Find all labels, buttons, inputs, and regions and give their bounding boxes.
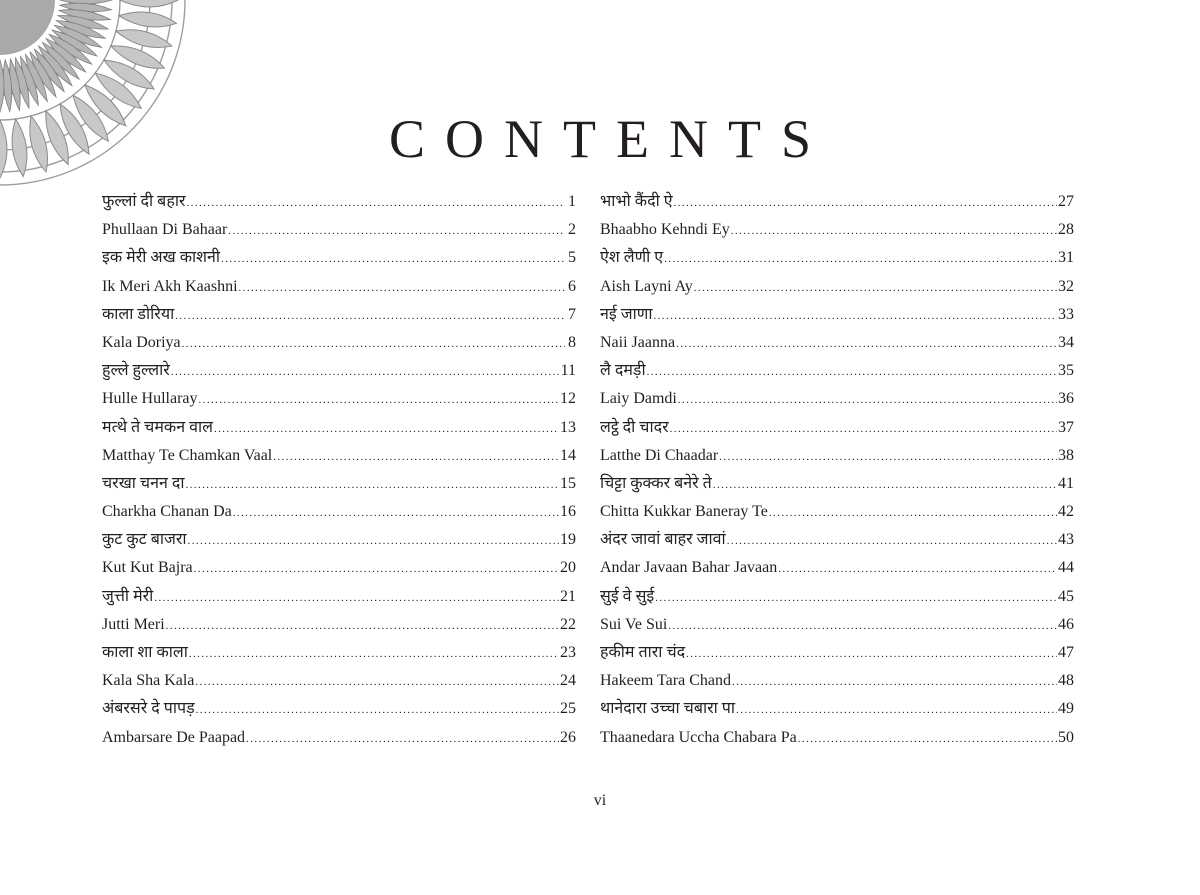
toc-entry-title: काला शा काला bbox=[102, 644, 188, 661]
dot-leader bbox=[233, 499, 559, 527]
dot-leader bbox=[221, 245, 565, 273]
dot-leader bbox=[189, 640, 559, 668]
toc-entry-page: 6 bbox=[568, 277, 576, 295]
toc-entry-page: 45 bbox=[1058, 587, 1074, 605]
toc-entry bbox=[600, 470, 1074, 498]
toc-entry-title: इक मेरी अख काशनी bbox=[102, 249, 221, 267]
page-number: vi bbox=[593, 792, 607, 809]
toc-entry-page: 2 bbox=[568, 221, 576, 239]
toc-entry bbox=[600, 442, 1074, 470]
toc-entry-title: चिट्टा कुक्कर बनेरे ते bbox=[600, 474, 712, 492]
toc-entry bbox=[102, 724, 576, 752]
toc-entry bbox=[600, 329, 1074, 357]
toc-entry-title: Hakeem Tara Chand bbox=[600, 672, 731, 690]
dot-leader bbox=[686, 640, 1057, 668]
dot-leader bbox=[647, 358, 1057, 386]
dot-leader bbox=[778, 555, 1057, 583]
dot-leader bbox=[732, 668, 1057, 696]
toc-entry bbox=[600, 301, 1074, 329]
toc-column-left bbox=[102, 188, 576, 752]
toc-entry bbox=[102, 414, 576, 442]
dot-leader bbox=[188, 527, 559, 555]
toc-entry-title: हुल्ले हुल्लारे bbox=[102, 362, 170, 380]
dot-leader bbox=[719, 443, 1057, 471]
toc-entry bbox=[600, 216, 1074, 244]
toc-entry-title: काला डोरिया bbox=[102, 305, 175, 323]
dot-leader bbox=[670, 415, 1057, 443]
toc-entry-title: भाभो कैंदी ऐ bbox=[600, 193, 673, 210]
toc-entry-page: 41 bbox=[1058, 474, 1074, 492]
page-title: CONTENTS bbox=[389, 109, 831, 169]
toc-entry-page: 16 bbox=[560, 503, 576, 521]
toc-entry-title: Matthay Te Chamkan Vaal bbox=[102, 446, 273, 464]
toc-entry-page: 5 bbox=[568, 249, 576, 267]
toc-entry-page: 7 bbox=[568, 305, 576, 323]
toc-entry-page: 25 bbox=[560, 700, 576, 718]
toc-entry-title: Kala Doriya bbox=[102, 333, 181, 351]
toc-entry bbox=[600, 526, 1074, 554]
toc-entry bbox=[600, 554, 1074, 582]
dot-leader bbox=[727, 527, 1057, 555]
toc-entry-title: Hulle Hullaray bbox=[102, 390, 198, 408]
toc-entry bbox=[600, 273, 1074, 301]
toc-entry bbox=[102, 188, 576, 216]
toc-entry-page: 31 bbox=[1058, 249, 1074, 267]
dot-leader bbox=[154, 584, 559, 612]
toc-entry bbox=[102, 442, 576, 470]
toc-entry-page: 42 bbox=[1058, 503, 1074, 521]
toc-entry-page: 48 bbox=[1058, 672, 1074, 690]
toc-entry-title: Charkha Chanan Da bbox=[102, 503, 232, 521]
toc-entry-page: 49 bbox=[1058, 700, 1074, 718]
dot-leader bbox=[186, 471, 560, 499]
toc-entry-title: Andar Javaan Bahar Javaan bbox=[600, 559, 778, 577]
toc-entry-page: 24 bbox=[560, 672, 576, 690]
dot-leader bbox=[713, 471, 1057, 499]
toc-entry-title: लट्ठे दी चादर bbox=[600, 418, 669, 436]
toc-entry bbox=[102, 385, 576, 413]
toc-entry-title: Kut Kut Bajra bbox=[102, 559, 193, 577]
dot-leader bbox=[199, 386, 559, 414]
toc-entry-page: 15 bbox=[560, 474, 576, 492]
toc-entry bbox=[600, 583, 1074, 611]
toc-entry-page: 38 bbox=[1058, 446, 1074, 464]
toc-entry-title: Bhaabho Kehndi Ey bbox=[600, 221, 730, 239]
dot-leader bbox=[182, 330, 565, 358]
toc-entry-page: 19 bbox=[560, 531, 576, 549]
dot-leader bbox=[273, 443, 559, 471]
dot-leader bbox=[674, 189, 1057, 217]
toc-entry-page: 20 bbox=[560, 559, 576, 577]
toc-entry bbox=[600, 385, 1074, 413]
toc-entry-title: लै दमड़ी bbox=[600, 362, 646, 380]
toc-entry-title: थानेदारा उच्चा चबारा पा bbox=[600, 700, 736, 718]
toc-entry-page: 11 bbox=[560, 362, 576, 380]
toc-entry-page: 13 bbox=[560, 418, 576, 436]
toc-entry bbox=[102, 273, 576, 301]
toc-entry bbox=[600, 357, 1074, 385]
dot-leader bbox=[655, 584, 1057, 612]
toc-entry-page: 36 bbox=[1058, 390, 1074, 408]
toc-entry bbox=[102, 357, 576, 385]
toc-entry bbox=[102, 639, 576, 667]
toc-entry-page: 23 bbox=[560, 644, 576, 661]
dot-leader bbox=[798, 725, 1057, 753]
toc-entry-page: 1 bbox=[568, 193, 576, 210]
toc-entry bbox=[102, 301, 576, 329]
toc-entry-title: Aish Layni Ay bbox=[600, 277, 693, 295]
dot-leader bbox=[196, 696, 559, 724]
toc-entry-page: 34 bbox=[1058, 333, 1074, 351]
dot-leader bbox=[731, 217, 1057, 245]
toc-entry-title: Jutti Meri bbox=[102, 615, 165, 633]
dot-leader bbox=[166, 612, 559, 640]
toc-entry bbox=[102, 470, 576, 498]
mandala-ornament bbox=[0, 0, 210, 200]
toc-entry-title: जुत्ती मेरी bbox=[102, 587, 154, 605]
toc-entry-title: हकीम तारा चंद bbox=[600, 644, 686, 661]
toc-entry-page: 33 bbox=[1058, 305, 1074, 323]
toc-entry bbox=[600, 498, 1074, 526]
toc-entry-title: मत्थे ते चमकन वाल bbox=[102, 418, 213, 436]
dot-leader bbox=[769, 499, 1057, 527]
dot-leader bbox=[246, 725, 559, 753]
toc-entry bbox=[102, 695, 576, 723]
toc-entry-page: 37 bbox=[1058, 418, 1074, 436]
toc-entry-title: कुट कुट बाजरा bbox=[102, 531, 187, 549]
toc-entry-title: Phullaan Di Bahaar bbox=[102, 221, 228, 239]
toc-entry-page: 27 bbox=[1058, 193, 1074, 210]
toc-entry-title: Laiy Damdi bbox=[600, 390, 677, 408]
toc-entry bbox=[102, 667, 576, 695]
toc-entry bbox=[600, 188, 1074, 216]
toc-entry bbox=[600, 244, 1074, 272]
toc-entry-page: 32 bbox=[1058, 277, 1074, 295]
toc-entry-title: अंदर जावां बाहर जावां bbox=[600, 531, 726, 549]
toc-entry-page: 22 bbox=[560, 615, 576, 633]
toc-entry bbox=[600, 611, 1074, 639]
toc-entry-page: 26 bbox=[560, 728, 576, 746]
toc-entry-page: 47 bbox=[1058, 644, 1074, 661]
toc-entry-title: नई जाणा bbox=[600, 305, 653, 323]
toc-entry-page: 21 bbox=[560, 587, 576, 605]
dot-leader bbox=[171, 358, 560, 386]
toc-entry-page: 14 bbox=[560, 446, 576, 464]
dot-leader bbox=[668, 612, 1057, 640]
toc-entry bbox=[600, 667, 1074, 695]
toc-entry-title: फुल्लां दी बहार bbox=[102, 193, 186, 210]
toc-entry-page: 12 bbox=[560, 390, 576, 408]
toc-entry bbox=[600, 724, 1074, 752]
toc-entry bbox=[600, 639, 1074, 667]
toc-entry-page: 8 bbox=[568, 333, 576, 351]
toc-entry-title: Latthe Di Chaadar bbox=[600, 446, 719, 464]
toc-entry bbox=[102, 244, 576, 272]
toc-entry-title: सुई वे सुई bbox=[600, 587, 655, 605]
dot-leader bbox=[239, 274, 565, 302]
dot-leader bbox=[228, 217, 565, 245]
dot-leader bbox=[736, 696, 1057, 724]
dot-leader bbox=[214, 415, 559, 443]
dot-leader bbox=[194, 555, 559, 583]
toc-entry-title: अंबरसरे दे पापड़ bbox=[102, 700, 195, 718]
toc-column-right bbox=[600, 188, 1074, 752]
toc-entry-title: चरखा चनन दा bbox=[102, 474, 185, 492]
toc-entry-title: ऐश लैणी ए bbox=[600, 249, 664, 267]
dot-leader bbox=[195, 668, 559, 696]
toc-entry bbox=[102, 216, 576, 244]
dot-leader bbox=[187, 189, 565, 217]
toc-entry-title: Naii Jaanna bbox=[600, 333, 676, 351]
toc-entry bbox=[102, 498, 576, 526]
dot-leader bbox=[175, 302, 565, 330]
toc-entry-page: 46 bbox=[1058, 615, 1074, 633]
toc-entry-page: 35 bbox=[1058, 362, 1074, 380]
toc-entry bbox=[600, 414, 1074, 442]
toc-entry-title: Kala Sha Kala bbox=[102, 672, 195, 690]
toc-entry bbox=[600, 695, 1074, 723]
dot-leader bbox=[653, 302, 1057, 330]
toc-entry bbox=[102, 329, 576, 357]
toc-entry bbox=[102, 583, 576, 611]
toc-entry-page: 50 bbox=[1058, 728, 1074, 746]
toc-entry-page: 28 bbox=[1058, 221, 1074, 239]
dot-leader bbox=[676, 330, 1057, 358]
toc-entry-title: Chitta Kukkar Baneray Te bbox=[600, 503, 768, 521]
toc-entry bbox=[102, 526, 576, 554]
toc-entry bbox=[102, 554, 576, 582]
dot-leader bbox=[694, 274, 1057, 302]
toc-entry-title: Thaanedara Uccha Chabara Pa bbox=[600, 728, 797, 746]
toc-entry-page: 43 bbox=[1058, 531, 1074, 549]
toc-entry-title: Ambarsare De Paapad bbox=[102, 728, 246, 746]
toc-entry bbox=[102, 611, 576, 639]
toc-entry-title: Sui Ve Sui bbox=[600, 615, 668, 633]
toc-entry-page: 44 bbox=[1058, 559, 1074, 577]
dot-leader bbox=[678, 386, 1057, 414]
dot-leader bbox=[664, 245, 1057, 273]
toc-entry-title: Ik Meri Akh Kaashni bbox=[102, 277, 238, 295]
